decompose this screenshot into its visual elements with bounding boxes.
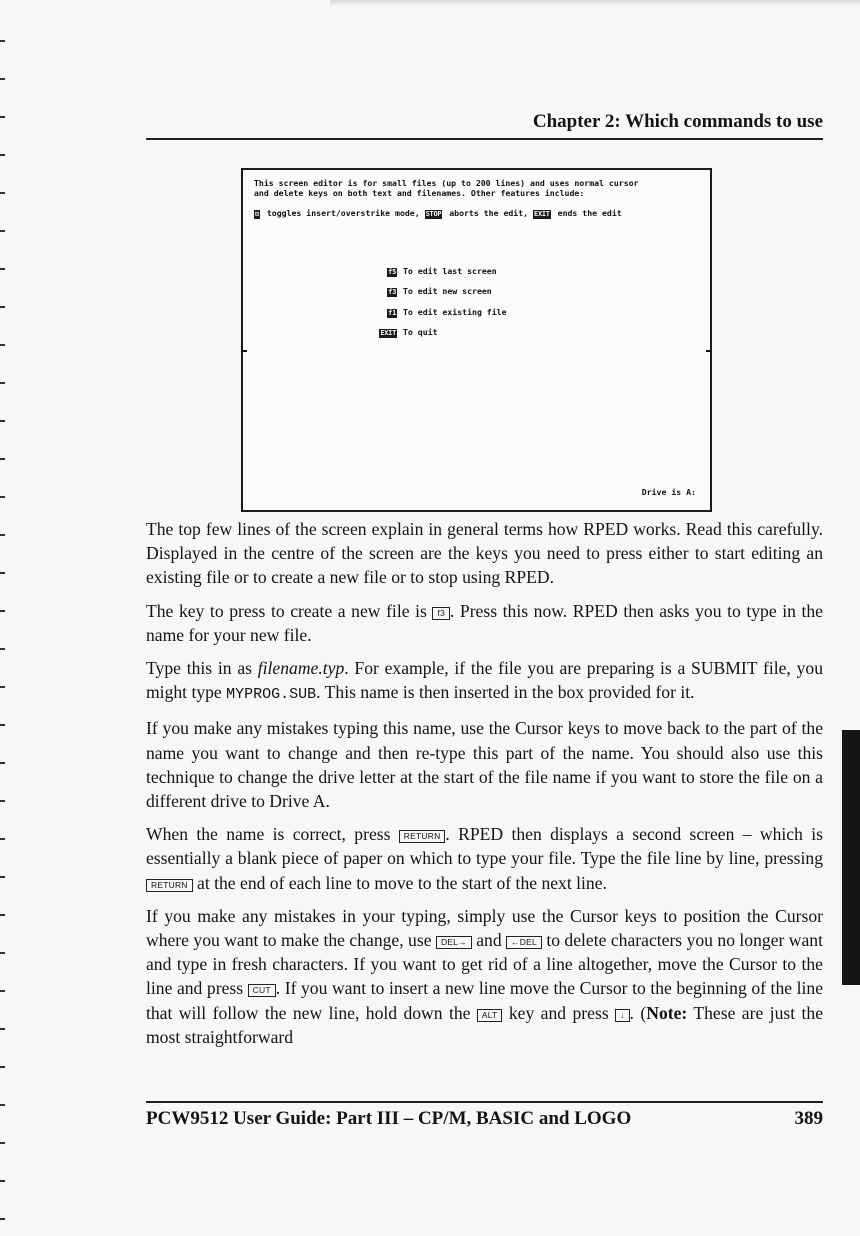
binding-tick [0, 990, 5, 992]
binding-tick [0, 230, 5, 232]
f3-key: f3 [432, 607, 450, 620]
page-header [146, 110, 823, 134]
exit-key: EXIT [380, 328, 396, 337]
menu-item-label: To edit last screen [403, 266, 497, 276]
screen-divider-left [243, 350, 247, 352]
binding-tick [0, 572, 5, 574]
binding-tick [0, 116, 5, 118]
chapter-title: Chapter 2: Which commands to use [532, 111, 823, 132]
footer-rule [146, 1101, 823, 1103]
screen-divider-right [706, 350, 710, 352]
menu-item [371, 267, 507, 287]
binding-tick [0, 382, 5, 384]
paragraph-intro: The top few lines of the screen explain in general terms how RPED works. Read this carefully. Displayed in the centre of the screen are the keys you need to press either to start editing an existing file or to create a new file or to stop using RPED. [146, 519, 823, 588]
f3-key: f3 [388, 288, 396, 297]
note-label: Note: [646, 1002, 688, 1023]
binding-tick [0, 40, 5, 42]
page-number: 389 [794, 1108, 823, 1129]
toggle-key-icon: ⊡ [255, 210, 259, 218]
binding-tick [0, 496, 5, 498]
f5-key: f5 [388, 268, 396, 276]
stop-key: STOP [425, 210, 442, 218]
menu-item-label: To quit [403, 326, 438, 337]
section-thumb-tab [842, 730, 860, 985]
binding-tick [0, 914, 5, 916]
screen-intro-line-2: and delete keys on both text and filenames. Other features include: [254, 187, 585, 198]
header-rule [146, 138, 823, 140]
body-text [146, 517, 823, 1058]
binding-tick [0, 648, 5, 650]
screen-opt-stop: aborts the edit, [449, 208, 529, 218]
screen-intro-line-1: This screen editor is for small files (up to 200 lines) and uses normal cursor [254, 178, 639, 188]
paragraph-new-file: The key to press to create a new file is f3 . Press this now. RPED then asks you to type in the name for your new file. [146, 600, 823, 645]
binding-tick [0, 800, 5, 802]
binding-tick [0, 1142, 5, 1144]
menu-item [371, 308, 507, 328]
paragraph-mistakes-name: If you make any mistakes typing this name, use the Cursor keys to move back to the part of the name you want to change and then re-type this part of the name. You should also use this technique to change the drive letter at the start of the file name if you want to store the file on a different drive to Drive A. [146, 718, 823, 812]
binding-tick [0, 534, 5, 536]
binding-edge-marks [0, 0, 8, 1236]
binding-tick [0, 610, 5, 612]
binding-tick [0, 268, 5, 270]
binding-tick [0, 1180, 5, 1182]
binding-tick [0, 420, 5, 422]
binding-tick [0, 1028, 5, 1030]
del-left-key: ←DEL [506, 936, 542, 949]
binding-tick [0, 686, 5, 688]
menu-item-label: To edit new screen [403, 286, 492, 297]
paragraph-editing: If you make any mistakes in your typing, simply use the Cursor keys to position the Cursor where you want to make the change, use DEL→ and ←DEL to delete characters you no longer want and type in fresh characters. If you want to get rid of a line altogether, move the Cursor to the line and press CUT . If you want to insert a new line move the Cursor to the beginning of the line that will follow the new line, hold down the ALT key and press ↓ . (Note: These are just the most straightforward [146, 905, 824, 1047]
exit-key: EXIT [534, 210, 550, 218]
alt-key: ALT [477, 1009, 503, 1022]
example-filename: MYPROG.SUB [226, 686, 317, 704]
menu-item-label: To edit existing file [403, 306, 507, 317]
binding-tick [0, 192, 5, 194]
binding-tick [0, 154, 5, 156]
cut-key: CUT [248, 984, 276, 997]
binding-tick [0, 724, 5, 726]
screen-feature-keys [254, 209, 622, 219]
binding-tick [0, 762, 5, 764]
binding-tick [0, 952, 5, 954]
filename-term: filename.typ [257, 658, 345, 679]
rped-screen-illustration [241, 168, 712, 512]
screen-opt-exit: ends the edit [557, 208, 622, 218]
binding-tick [0, 1104, 5, 1106]
screen-menu [371, 267, 507, 348]
menu-item [371, 328, 507, 348]
screen-opt-toggle: toggles insert/overstrike mode, [266, 208, 420, 218]
return-key: RETURN [146, 879, 193, 892]
menu-item [371, 287, 507, 307]
binding-tick [0, 1218, 5, 1220]
binding-tick [0, 458, 5, 460]
drive-status: Drive is A: [641, 487, 696, 497]
paragraph-filename: Type this in as filename.typ. For example, if the file you are preparing is a SUBMIT file, you might type MYPROG.SUB. This name is then inserted in the box provided for it. [146, 658, 823, 704]
paragraph-return: When the name is correct, press RETURN . RPED then displays a second screen – which is essentially a blank piece of paper on which to type your file. Type the file line by line, pressing RETURN at the end of each line to move to the start of the next line. [146, 824, 823, 893]
binding-tick [0, 876, 5, 878]
del-right-key: DEL→ [436, 936, 472, 949]
f1-key: f1 [388, 308, 396, 317]
cursor-down-key: ↓ [615, 1009, 629, 1022]
return-key: RETURN [399, 830, 446, 843]
footer-title: PCW9512 User Guide: Part III – CP/M, BASIC and LOGO [146, 1108, 632, 1129]
binding-tick [0, 344, 5, 346]
binding-tick [0, 1066, 5, 1068]
binding-tick [0, 78, 5, 80]
binding-tick [0, 838, 5, 840]
screen-intro [254, 179, 694, 198]
binding-tick [0, 306, 5, 308]
page-top-shadow [330, 0, 860, 6]
